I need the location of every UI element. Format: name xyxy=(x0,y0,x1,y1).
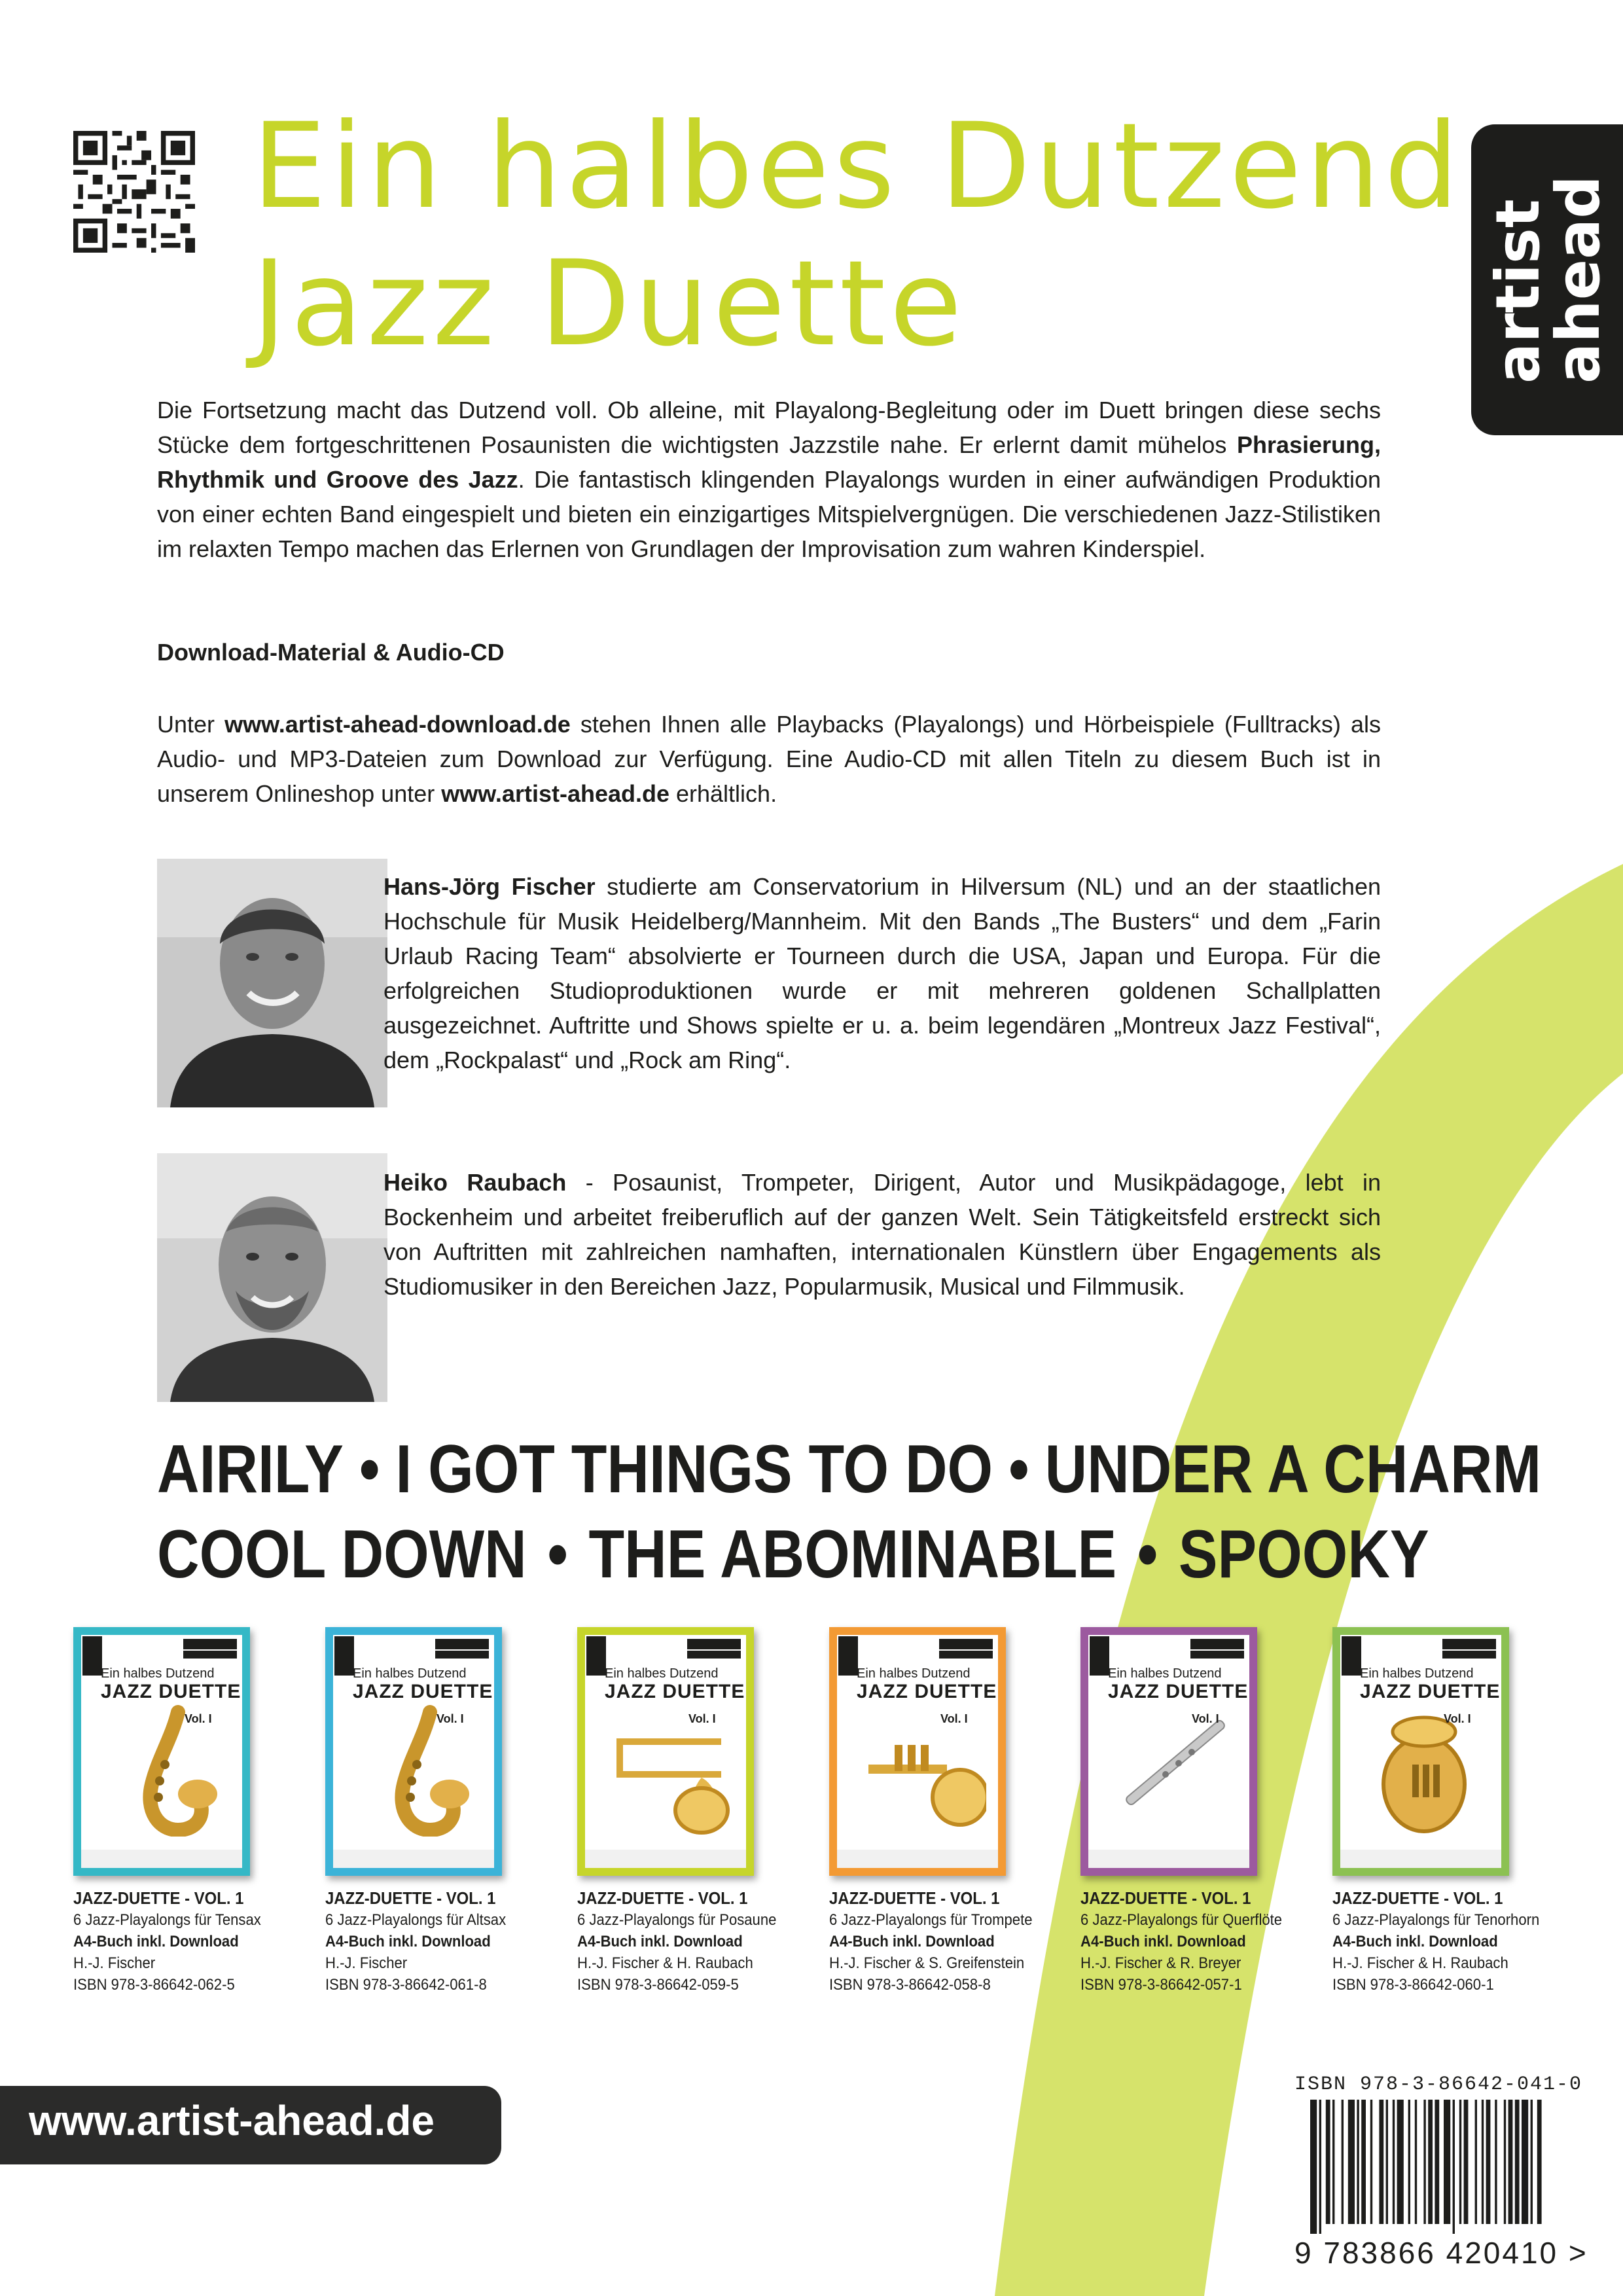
cover-tag xyxy=(435,1651,489,1659)
book-authors: H.-J. Fischer xyxy=(73,1954,156,1972)
book-authors: H.-J. Fischer & R. Breyer xyxy=(1080,1954,1241,1972)
cover-logo xyxy=(1342,1636,1361,1676)
cover-tag xyxy=(1442,1651,1496,1659)
song-title: AIRILY xyxy=(157,1431,344,1507)
book-isbn: ISBN 978-3-86642-058-8 xyxy=(829,1976,991,1994)
book-caption xyxy=(577,1888,777,1996)
cover-footer xyxy=(585,1850,746,1868)
book-authors: H.-J. Fischer xyxy=(325,1954,408,1972)
song-row-2 xyxy=(157,1512,1429,1597)
book-authors: H.-J. Fischer & H. Raubach xyxy=(1332,1954,1508,1972)
book-description: 6 Jazz-Playalongs für Tenorhorn xyxy=(1332,1911,1540,1929)
book-isbn: ISBN 978-3-86642-059-5 xyxy=(577,1976,739,1994)
barcode xyxy=(1309,2100,1544,2234)
logo-line-2: ahead xyxy=(1543,175,1613,384)
cover-footer xyxy=(837,1850,998,1868)
cover-title-line-2: JAZZ DUETTE xyxy=(101,1681,241,1702)
cover-tag xyxy=(1442,1639,1496,1649)
book-format: A4-Buch inkl. Download xyxy=(829,1933,995,1950)
cover-volume: Vol. I xyxy=(940,1712,968,1725)
author-bio-fischer xyxy=(383,869,1381,1077)
cover-footer xyxy=(1340,1850,1501,1868)
cover-tag xyxy=(183,1651,237,1659)
cover-title-line-2: JAZZ DUETTE xyxy=(857,1681,997,1702)
cover-title-line-2: JAZZ DUETTE xyxy=(1360,1681,1501,1702)
song-separator: • xyxy=(1137,1516,1158,1592)
cover-title-line-2: JAZZ DUETTE xyxy=(1108,1681,1249,1702)
cover-tag xyxy=(1190,1639,1244,1649)
book-authors: H.-J. Fischer & S. Greifenstein xyxy=(829,1954,1025,1972)
cover-title-line-1: Ein halbes Dutzend xyxy=(857,1666,971,1681)
song-separator: • xyxy=(547,1516,568,1592)
book-caption xyxy=(1080,1888,1283,1996)
song-title: I GOT THINGS TO DO xyxy=(395,1431,993,1507)
download-text-2: stehen Ihnen alle Playbacks (Playalongs) und Hörbeispiele (Fulltracks) als Audio- und MP3-Dateien zum Download zur Verfügung. Eine Audio-CD mit allen Titeln zu diesem Buch ist in unserem Onlineshop unter xyxy=(157,711,1381,807)
book-format: A4-Buch inkl. Download xyxy=(1080,1933,1246,1950)
download-text-1: Unter xyxy=(157,711,225,738)
author-photo-fischer xyxy=(157,859,387,1107)
book-series: JAZZ-DUETTE - VOL. 1 xyxy=(73,1888,244,1908)
title-line-1: Ein halbes Dutzend xyxy=(252,98,1463,235)
author-name-raubach: Heiko Raubach xyxy=(383,1169,567,1196)
title-line-2: Jazz Duette xyxy=(252,236,966,372)
book-series: JAZZ-DUETTE - VOL. 1 xyxy=(577,1888,748,1908)
song-title: COOL DOWN xyxy=(157,1516,527,1592)
book-series: JAZZ-DUETTE - VOL. 1 xyxy=(829,1888,1000,1908)
shop-link[interactable]: www.artist-ahead.de xyxy=(441,780,669,807)
cover-tag xyxy=(183,1639,237,1649)
book-cover[interactable] xyxy=(1332,1627,1509,1876)
cover-volume: Vol. I xyxy=(688,1712,716,1725)
cover-volume: Vol. I xyxy=(185,1712,212,1725)
cover-tag xyxy=(939,1639,993,1649)
song-separator: • xyxy=(359,1431,380,1507)
author-bio-text-raubach: - Posaunist, Trompeter, Dirigent, Autor und Musikpädagoge, lebt in Bockenheim und arbeitet freiberuflich auf der ganzen Welt. Sein Tätigkeitsfeld erstreckt sich von Auftritten mit zahlreichen namhaften, internationalen Künstlern über Engagements als Studiomusiker in den Bereichen Jazz, Popularmusik, Musical und Filmmusik. xyxy=(383,1169,1381,1300)
download-paragraph xyxy=(157,707,1381,811)
cover-footer xyxy=(1088,1850,1249,1868)
cover-tag xyxy=(939,1651,993,1659)
intro-highlight: Phrasierung, Rhythmik und Groove des Jazz xyxy=(157,431,1381,493)
logo-line-1: artist xyxy=(1483,199,1553,384)
book-cover[interactable] xyxy=(1080,1627,1257,1876)
book-isbn: ISBN 978-3-86642-060-1 xyxy=(1332,1976,1494,1994)
book-cover[interactable] xyxy=(325,1627,502,1876)
cover-title-line-2: JAZZ DUETTE xyxy=(353,1681,493,1702)
download-text-3: erhältlich. xyxy=(669,780,777,807)
book-description: 6 Jazz-Playalongs für Tensax xyxy=(73,1911,261,1929)
book-caption xyxy=(325,1888,506,1996)
book-caption xyxy=(73,1888,261,1996)
footer-url-bar[interactable] xyxy=(0,2086,501,2164)
barcode-number: 9 783866 420410 > xyxy=(1294,2236,1588,2270)
cover-title-line-1: Ein halbes Dutzend xyxy=(1108,1666,1222,1681)
book-isbn: ISBN 978-3-86642-061-8 xyxy=(325,1976,487,1994)
cover-logo xyxy=(334,1636,354,1676)
cover-title-line-1: Ein halbes Dutzend xyxy=(353,1666,467,1681)
author-bio-text-fischer: studierte am Conservatorium in Hilversum (NL) und an der staatlichen Hochschule für Musik Heidelberg/Mannheim. Mit den Bands „The Busters“ und dem „Farin Urlaub Racing Team“ absolvierte er Tourneen durch die USA, Japan und Europa. Für die erfolgreichen Studioproduktionen wurde er mit mehreren goldenen Schallplatten ausgezeichnet. Auftritte und Shows spielte er u. a. beim legendären „Montreux Jazz Festival“, dem „Rockpalast“ und „Rock am Ring“. xyxy=(383,873,1381,1073)
book-format: A4-Buch inkl. Download xyxy=(577,1933,743,1950)
book-authors: H.-J. Fischer & H. Raubach xyxy=(577,1954,753,1972)
book-cover[interactable] xyxy=(73,1627,250,1876)
book-series: JAZZ-DUETTE - VOL. 1 xyxy=(325,1888,496,1908)
song-list xyxy=(157,1427,1542,1597)
song-title: THE ABOMINABLE xyxy=(588,1516,1117,1592)
book-caption xyxy=(829,1888,1033,1996)
cover-title-line-1: Ein halbes Dutzend xyxy=(1360,1666,1474,1681)
cover-title-line-1: Ein halbes Dutzend xyxy=(605,1666,719,1681)
cover-tag xyxy=(1190,1651,1244,1659)
qr-code xyxy=(73,131,195,253)
cover-logo xyxy=(838,1636,858,1676)
cover-logo xyxy=(586,1636,606,1676)
cover-volume: Vol. I xyxy=(437,1712,464,1725)
download-link[interactable]: www.artist-ahead-download.de xyxy=(224,711,571,738)
cover-footer xyxy=(333,1850,494,1868)
cover-tag xyxy=(435,1639,489,1649)
cover-logo xyxy=(82,1636,102,1676)
book-series: JAZZ-DUETTE - VOL. 1 xyxy=(1080,1888,1251,1908)
intro-text-2: . Die fantastisch klingenden Playalongs wurden in einer aufwändigen Produktion von einer echten Band eingespielt und bieten ein einzigartiges Mitspielvergnügen. Die verschiedenen Jazz-Stilistiken im relaxten Tempo machen das Erlernen von Grundlagen der Improvisation zum wahren Kinderspiel. xyxy=(157,466,1381,562)
footer-url[interactable]: www.artist-ahead.de xyxy=(29,2097,435,2144)
cover-volume: Vol. I xyxy=(1192,1712,1219,1725)
book-description: 6 Jazz-Playalongs für Trompete xyxy=(829,1911,1033,1929)
book-cover[interactable] xyxy=(829,1627,1006,1876)
intro-text-1: Die Fortsetzung macht das Dutzend voll. Ob alleine, mit Playalong-Begleitung oder im Duett bringen diese sechs Stücke dem fortgeschrittenen Posaunisten die wichtigsten Jazzstile nahe. Er erlernt damit mühelos xyxy=(157,397,1381,458)
song-title: SPOOKY xyxy=(1178,1516,1429,1592)
book-description: 6 Jazz-Playalongs für Posaune xyxy=(577,1911,777,1929)
author-name-fischer: Hans-Jörg Fischer xyxy=(383,873,596,900)
book-format: A4-Buch inkl. Download xyxy=(73,1933,239,1950)
book-description: 6 Jazz-Playalongs für Querflöte xyxy=(1080,1911,1283,1929)
cover-tag xyxy=(687,1651,741,1659)
book-isbn: ISBN 978-3-86642-057-1 xyxy=(1080,1976,1242,1994)
author-bio-raubach xyxy=(383,1165,1381,1304)
cover-footer xyxy=(81,1850,242,1868)
book-caption xyxy=(1332,1888,1540,1996)
book-isbn: ISBN 978-3-86642-062-5 xyxy=(73,1976,235,1994)
book-format: A4-Buch inkl. Download xyxy=(1332,1933,1498,1950)
cover-title-line-2: JAZZ DUETTE xyxy=(605,1681,745,1702)
cover-logo xyxy=(1090,1636,1109,1676)
song-separator: • xyxy=(1008,1431,1029,1507)
book-description: 6 Jazz-Playalongs für Altsax xyxy=(325,1911,507,1929)
download-heading: Download-Material & Audio-CD xyxy=(157,639,505,666)
song-row-1 xyxy=(157,1427,1542,1512)
book-cover[interactable] xyxy=(577,1627,754,1876)
cover-tag xyxy=(687,1639,741,1649)
book-series: JAZZ-DUETTE - VOL. 1 xyxy=(1332,1888,1503,1908)
author-photo-raubach xyxy=(157,1153,387,1402)
song-title: UNDER A CHARM xyxy=(1044,1431,1542,1507)
page-title xyxy=(252,98,1463,373)
artist-ahead-logo xyxy=(1471,124,1623,435)
intro-paragraph xyxy=(157,393,1381,566)
isbn-label: ISBN 978-3-86642-041-0 xyxy=(1294,2073,1583,2096)
book-format: A4-Buch inkl. Download xyxy=(325,1933,491,1950)
cover-title-line-1: Ein halbes Dutzend xyxy=(101,1666,215,1681)
cover-volume: Vol. I xyxy=(1444,1712,1471,1725)
